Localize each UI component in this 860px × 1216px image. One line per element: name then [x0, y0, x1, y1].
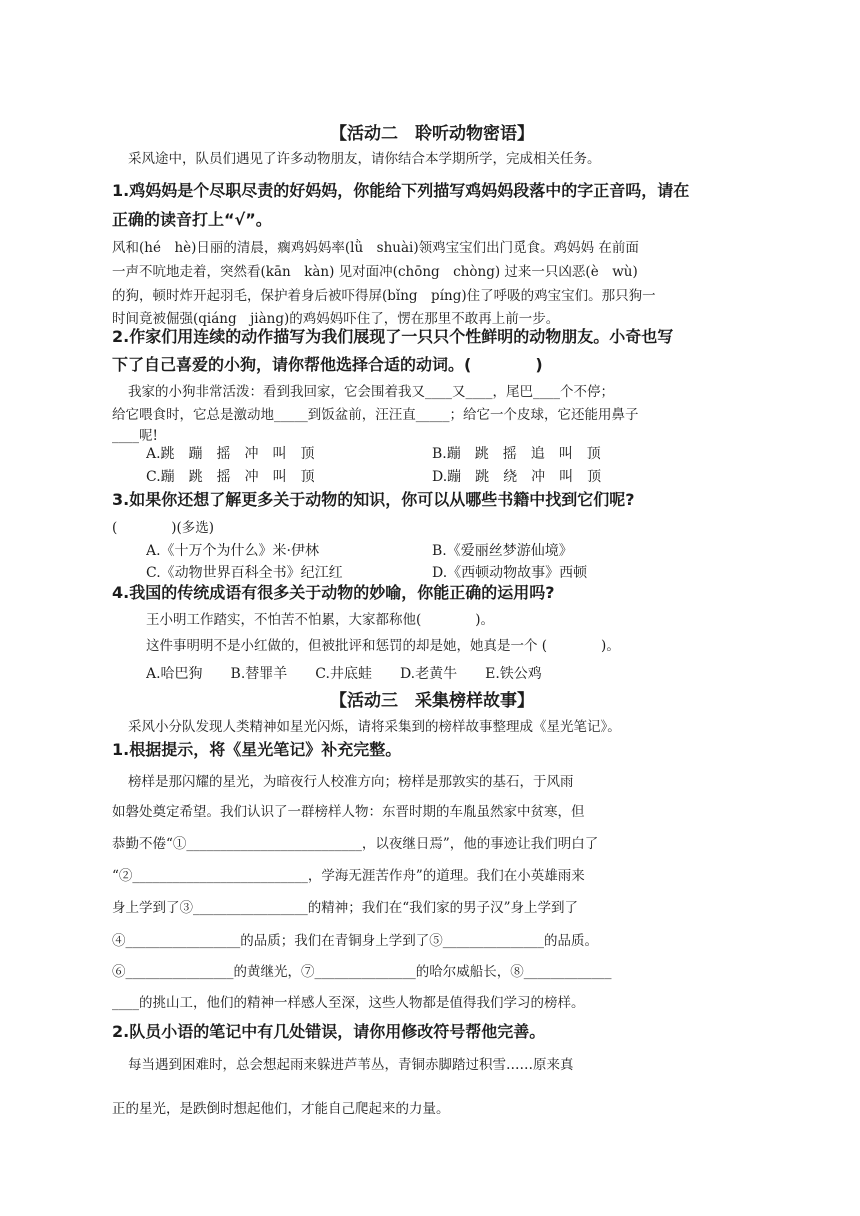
- a3-q1-paragraph-line5[interactable]: 身上学到了③_________________的精神；我们在“我们家的男子汉”身上学到了: [112, 900, 579, 916]
- q2-paragraph-line1: 我家的小狗非常活泼：看到我回家，它会围着我又____又____，尾巴____个不停；: [128, 384, 614, 400]
- a3-q1-paragraph-line7[interactable]: ⑥________________的黄继光，⑦_______________的哈尔威船长，⑧_____________: [112, 964, 612, 980]
- q3-line1: 3.如果你还想了解更多关于动物的知识，你可以从哪些书籍中找到它们呢?: [112, 490, 635, 509]
- q3-option-b[interactable]: B.《爱丽丝梦游仙境》: [432, 543, 573, 559]
- a3-q1-line1: 1.根据提示，将《星光笔记》补充完整。: [112, 740, 402, 759]
- a3-q1-paragraph-line2: 如磐处奠定希望。我们认识了一群榜样人物：东晋时期的车胤虽然家中贫寒，但: [112, 804, 585, 820]
- q2-paragraph-line3: ____呢!: [112, 428, 158, 444]
- a3-q1-paragraph-line3[interactable]: 恭勤不倦“①__________________________，以夜继日焉”，他的事迹让我们明白了: [112, 836, 599, 852]
- activity2-title: 【活动二 聆听动物密语】: [330, 124, 534, 144]
- q1-paragraph-line4: 时间竟被倔强(qiáng jiàng)的鸡妈妈吓住了，愣在那里不敢再上前一步。: [112, 311, 560, 327]
- q2-line2: 下了自己喜爱的小狗，请你帮他选择合适的动词。( ): [112, 355, 543, 374]
- q2-option-c[interactable]: C.蹦 跳 摇 冲 叫 顶: [146, 469, 315, 485]
- q1-line1: 1.鸡妈妈是个尽职尽责的好妈妈，你能给下列描写鸡妈妈段落中的字正音吗，请在: [112, 181, 690, 200]
- q2-options-row1: [146, 443, 786, 463]
- q2-paragraph-line2: 给它喂食时，它总是激动地_____到饭盆前，汪汪直_____；给它一个皮球，它还能用鼻子: [112, 407, 639, 423]
- q3-answer-blank[interactable]: ( )(多选): [112, 520, 215, 536]
- q3-option-d[interactable]: D.《西顿动物故事》西顿: [432, 565, 588, 581]
- a3-q1-paragraph-line8[interactable]: ____的挑山工，他们的精神一样感人至深，这些人物都是值得我们学习的榜样。: [112, 995, 585, 1011]
- a3-q1-paragraph-line6[interactable]: ④_________________的品质；我们在青铜身上学到了⑤_______________的品质。: [112, 933, 598, 949]
- a3-q1-paragraph-line4[interactable]: “②__________________________，学海无涯苦作舟”的道理。我们在小英雄雨来: [112, 868, 585, 884]
- q2-line1: 2.作家们用连续的动作描写为我们展现了一只只个性鲜明的动物朋友。小奇也写: [112, 327, 674, 346]
- activity3-intro: 采风小分队发现人类精神如星光闪烁，请将采集到的榜样故事整理成《星光笔记》。: [128, 719, 621, 735]
- q4-sentence1: 王小明工作踏实，不怕苦不怕累，大家都称他( )。: [146, 612, 495, 628]
- q3-option-a[interactable]: A.《十万个为什么》米·伊林: [146, 543, 320, 559]
- activity3-title: 【活动三 采集榜样故事】: [330, 691, 534, 711]
- q2-options-row2: [146, 466, 786, 486]
- a3-q2-note-line2: 正的星光，是跌倒时想起他们，才能自己爬起来的力量。: [112, 1101, 450, 1117]
- q1-line2: 正确的读音打上“√”。: [112, 210, 272, 229]
- a3-q1-paragraph-line1: 榜样是那闪耀的星光，为暗夜行人校准方向；榜样是那敦实的基石，于风雨: [128, 774, 574, 790]
- q2-option-b[interactable]: B.蹦 跳 摇 追 叫 顶: [432, 446, 601, 462]
- a3-q2-line1: 2.队员小语的笔记中有几处错误，请你用修改符号帮他完善。: [112, 1022, 546, 1041]
- q3-options-row1: [146, 540, 786, 560]
- q1-paragraph-line3: 的狗，顿时炸开起羽毛，保护着身后被吓得屏(bǐng píng)住了呼吸的鸡宝宝们。那只狗一: [112, 288, 656, 304]
- q4-sentence2: 这件事明明不是小红做的，但被批评和惩罚的却是她，她真是一个 ( )。: [146, 638, 620, 654]
- q3-options-row2: [146, 562, 786, 582]
- q4-line1: 4.我国的传统成语有很多关于动物的妙喻，你能正确的运用吗?: [112, 583, 555, 602]
- a3-q2-note-line1: 每当遇到困难时，总会想起雨来躲进芦苇丛，青铜赤脚踏过积雪……原来真: [128, 1057, 574, 1073]
- q1-paragraph-line1: 风和(hé hè)日丽的清晨，瘸鸡妈妈率(lǜ shuài)领鸡宝宝们出门觅食。鸡妈妈 在前面: [112, 240, 639, 256]
- q2-option-d[interactable]: D.蹦 跳 绕 冲 叫 顶: [432, 469, 602, 485]
- q1-paragraph-line2: 一声不吭地走着，突然看(kān kàn) 见对面冲(chōng chòng) 过来一只凶恶(è wù): [112, 264, 638, 280]
- q2-option-a[interactable]: A.跳 蹦 摇 冲 叫 顶: [146, 446, 315, 462]
- q3-option-c[interactable]: C.《动物世界百科全书》纪江红: [146, 565, 343, 581]
- activity2-intro: 采风途中，队员们遇见了许多动物朋友，请你结合本学期所学，完成相关任务。: [128, 151, 601, 167]
- q4-options[interactable]: A.哈巴狗 B.替罪羊 C.井底蛙 D.老黄牛 E.铁公鸡: [146, 666, 542, 682]
